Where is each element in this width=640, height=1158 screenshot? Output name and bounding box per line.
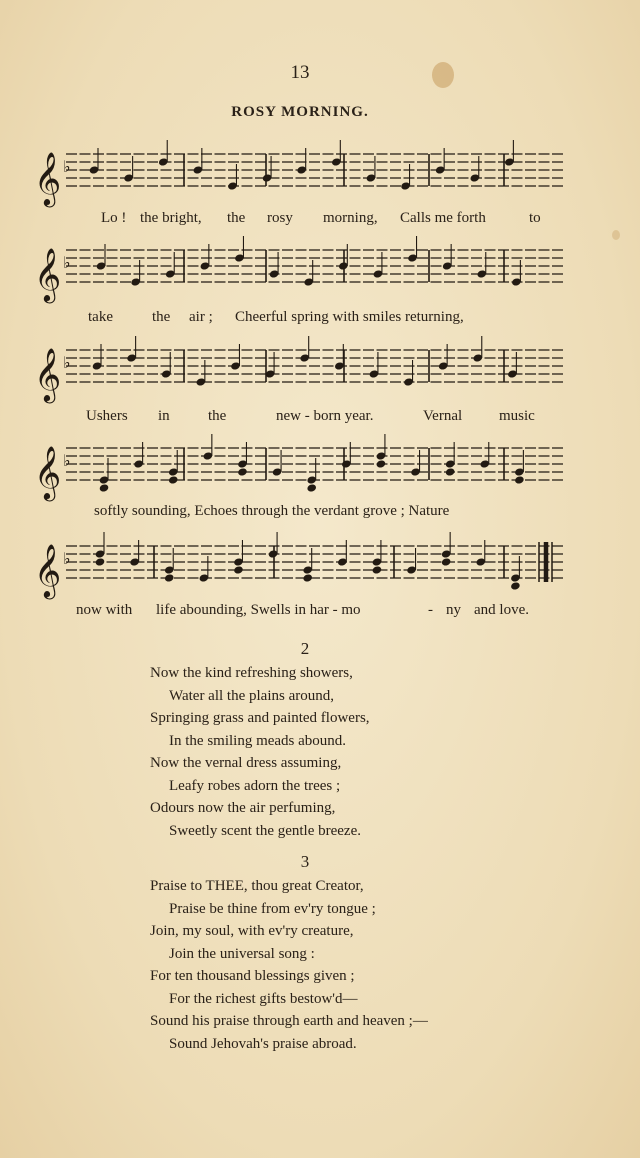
lyric-word: in — [158, 408, 170, 424]
note-head — [233, 565, 244, 574]
verse-line: Praise to THEE, thou great Creator, — [150, 878, 364, 894]
lyric-word: Calls me forth — [400, 210, 486, 226]
flat-sign-icon: ♭ — [63, 253, 71, 272]
lyric-word: take — [88, 309, 113, 325]
page-title: ROSY MORNING. — [231, 104, 369, 120]
lyric-word: morning, — [323, 210, 378, 226]
treble-clef-icon: 𝄞 — [34, 347, 62, 401]
note-head — [510, 581, 521, 590]
lyric-word: ny — [446, 602, 461, 618]
note-head — [237, 467, 248, 476]
verse-number: 2 — [300, 639, 310, 658]
verse-line: Odours now the air perfuming, — [150, 800, 336, 816]
music-staff-3 — [34, 342, 574, 402]
verse-line: Now the kind refreshing showers, — [150, 665, 353, 681]
music-staff-1 — [34, 146, 574, 206]
note-head — [514, 475, 525, 484]
note-head — [376, 459, 387, 468]
lyric-word: rosy — [267, 210, 293, 226]
flat-sign-icon: ♭ — [63, 549, 71, 568]
verse-line: Join the universal song : — [169, 945, 315, 962]
note-head — [441, 557, 452, 566]
verse-line: Join, my soul, with ev'ry creature, — [150, 923, 354, 939]
verse-line: Leafy robes adorn the trees ; — [169, 777, 341, 794]
page-number: 13 — [290, 62, 310, 83]
lyric-word: Cheerful spring with smiles returning, — [235, 309, 464, 325]
lyric-word: Vernal — [423, 408, 463, 424]
verse-line: Now the vernal dress assuming, — [150, 755, 342, 771]
note-head — [302, 573, 313, 582]
lyric-word: music — [499, 408, 535, 424]
treble-clef-icon: 𝄞 — [34, 445, 62, 499]
lyric-word: the — [152, 309, 171, 325]
verse-line: In the smiling meads abound. — [169, 732, 347, 749]
note-head — [99, 483, 110, 492]
music-staff-5 — [34, 538, 574, 598]
lyric-word: and love. — [474, 602, 529, 618]
music-staff-2 — [34, 242, 574, 302]
lyric-word: new - born year. — [276, 408, 374, 424]
verse-line: Sound Jehovah's praise abroad. — [169, 1035, 357, 1052]
flat-sign-icon: ♭ — [63, 157, 71, 176]
verse-line: Praise be thine from ev'ry tongue ; — [169, 900, 376, 917]
flat-sign-icon: ♭ — [63, 353, 71, 372]
lyric-word: - — [428, 602, 433, 618]
verse-line: For the richest gifts bestow'd— — [169, 990, 358, 1007]
lyric-word: now with — [76, 602, 133, 618]
note-head — [168, 475, 179, 484]
lyric-word: softly sounding, Echoes through the verdant grove ; Nature — [94, 503, 450, 519]
lyric-word: the — [208, 408, 227, 424]
lyric-word: life abounding, Swells in har - mo — [156, 602, 361, 618]
treble-clef-icon: 𝄞 — [34, 543, 62, 597]
lyric-word: Lo ! — [101, 210, 127, 226]
verse-line: For ten thousand blessings given ; — [150, 968, 355, 984]
ink-stain — [612, 230, 620, 240]
verse-line: Water all the plains around, — [169, 687, 334, 704]
verse-2 — [150, 662, 370, 842]
lyric-word: air ; — [189, 309, 213, 325]
lyric-word: the bright, — [140, 210, 202, 226]
note-head — [445, 467, 456, 476]
verse-line: Sound his praise through earth and heaven ;— — [150, 1013, 428, 1029]
lyric-word: Ushers — [86, 408, 128, 424]
note-head — [164, 573, 175, 582]
note-head — [306, 483, 317, 492]
treble-clef-icon: 𝄞 — [34, 247, 62, 301]
lyric-word: the — [227, 210, 246, 226]
verse-3 — [150, 875, 428, 1055]
verse-line: Springing grass and painted flowers, — [150, 710, 370, 726]
note-head — [95, 557, 106, 566]
note-head — [372, 565, 383, 574]
flat-sign-icon: ♭ — [63, 451, 71, 470]
verse-line: Sweetly scent the gentle breeze. — [169, 822, 361, 839]
lyric-word: to — [529, 210, 541, 226]
treble-clef-icon: 𝄞 — [34, 151, 62, 205]
verse-number: 3 — [300, 852, 310, 871]
music-staff-4 — [34, 440, 574, 500]
